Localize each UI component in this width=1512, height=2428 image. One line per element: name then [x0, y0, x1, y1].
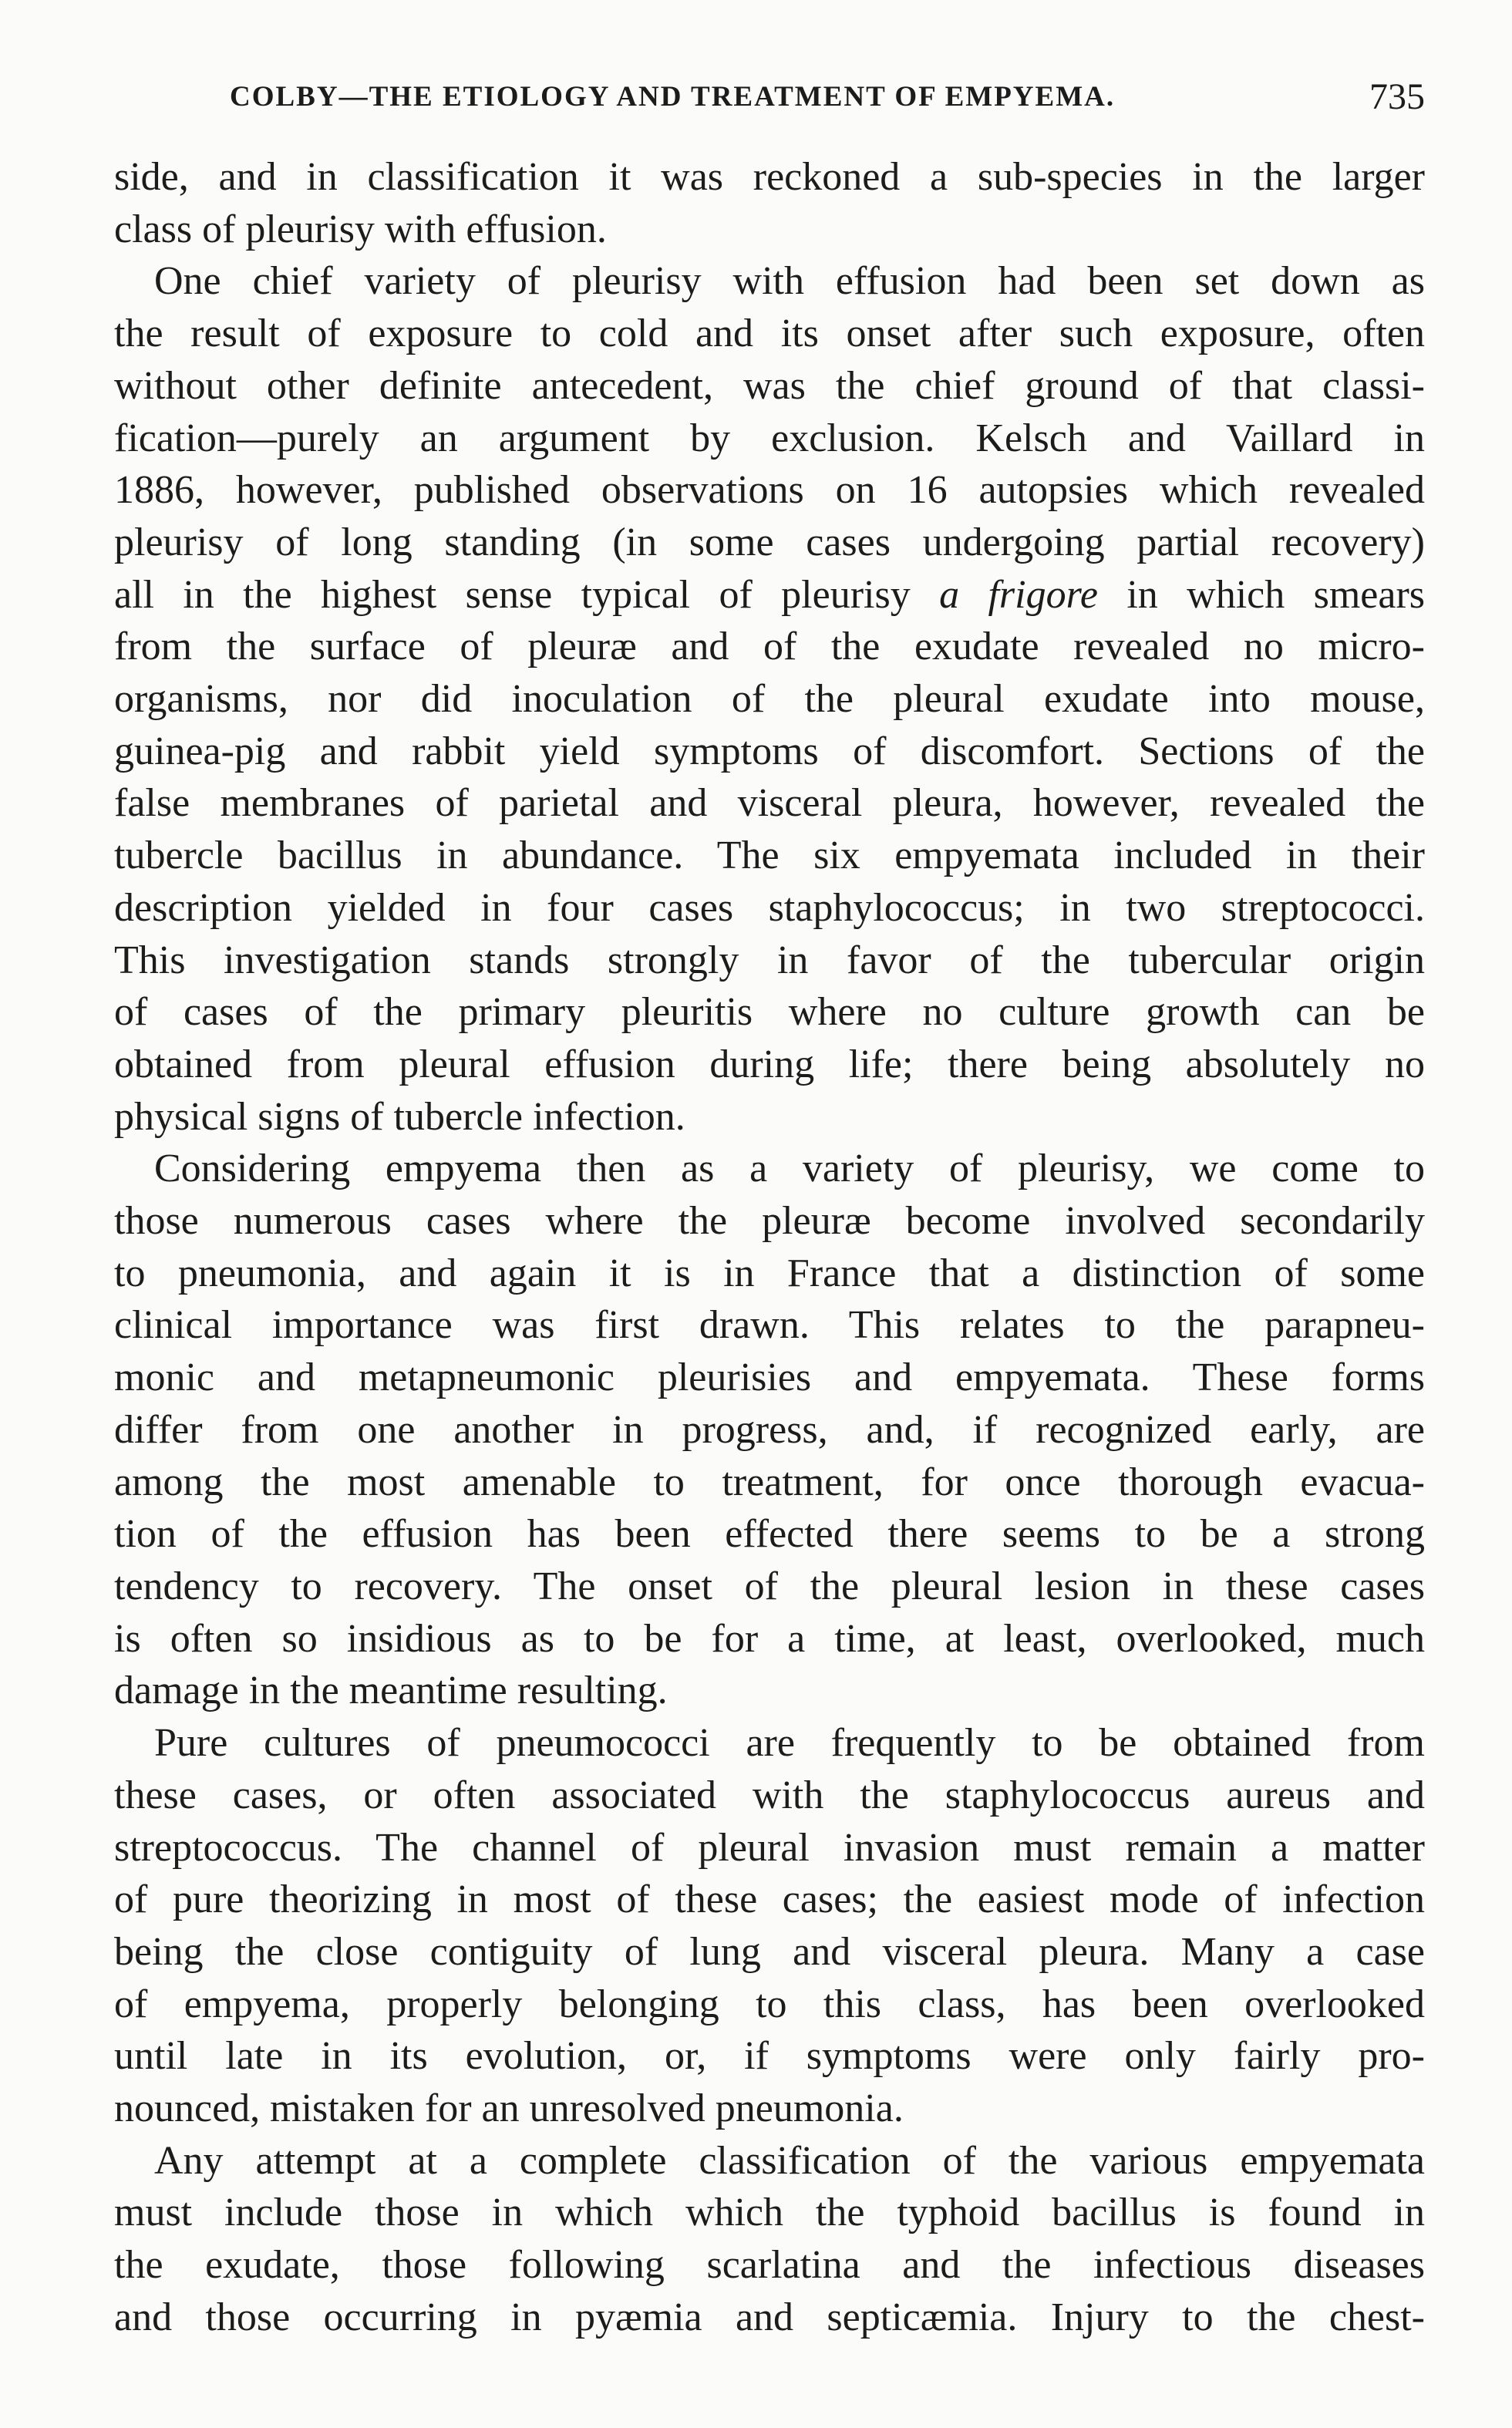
text-line: physical signs of tubercle infection. — [114, 1094, 685, 1139]
text-line: until late in its evolution, or, if symptoms were only fairly pro- — [114, 2034, 1425, 2079]
running-head — [114, 76, 1425, 125]
paragraph — [114, 151, 1425, 255]
text-line: to pneumonia, and again it is in France that a distinction of some — [114, 1251, 1425, 1295]
text-line: fication—purely an argument by exclusion. Kelsch and Vaillard in — [114, 416, 1425, 460]
text-line: tendency to recovery. The onset of the pleural lesion in these cases — [114, 1564, 1425, 1608]
text-line: without other definite antecedent, was the chief ground of that classi- — [114, 363, 1425, 408]
text-line: among the most amenable to treatment, for once thorough evacua- — [114, 1460, 1425, 1504]
paragraph — [114, 255, 1425, 1143]
paragraph — [114, 1143, 1425, 1717]
text-line: tubercle bacillus in abundance. The six empyemata included in their — [114, 833, 1425, 878]
text-line: and those occurring in pyæmia and septicæmia. Injury to the chest- — [114, 2295, 1425, 2339]
text-line: Considering empyema then as a variety of pleurisy, we come to — [154, 1147, 1425, 1191]
text-line: Pure cultures of pneumococci are frequently to be obtained from — [154, 1721, 1425, 1766]
text-line: false membranes of parietal and visceral pleura, however, revealed the — [114, 781, 1425, 826]
text-line: class of pleurisy with effusion. — [114, 207, 607, 251]
text-line: of pure theorizing in most of these cases; the easiest mode of infection — [114, 1877, 1425, 1922]
paragraph — [114, 2135, 1425, 2344]
text-line: clinical importance was first drawn. This relates to the parapneu- — [114, 1303, 1425, 1348]
text-segment: all in the highest sense typical of pleurisy — [114, 572, 911, 617]
text-line: One chief variety of pleurisy with effusion had been set down as — [154, 259, 1425, 304]
text-line: those numerous cases where the pleuræ become involved secondarily — [114, 1199, 1425, 1244]
text-line: of empyema, properly belonging to this class, has been overlooked — [114, 1982, 1425, 2026]
text-line: the result of exposure to cold and its onset after such exposure, often — [114, 311, 1425, 356]
text-line: 1886, however, published observations on 16 autopsies which revealed — [114, 468, 1425, 513]
text-line-with-italic — [114, 569, 1425, 621]
text-line: nounced, mistaken for an unresolved pneumonia. — [114, 2086, 904, 2131]
text-line: Any attempt at a complete classification of the various empyemata — [154, 2138, 1425, 2183]
running-title: COLBY—THE ETIOLOGY AND TREATMENT OF EMPYEMA. — [230, 81, 1116, 113]
text-line: obtained from pleural effusion during life; there being absolutely no — [114, 1042, 1425, 1086]
text-line: tion of the effusion has been effected there seems to be a strong — [114, 1512, 1425, 1557]
text-line: This investigation stands strongly in favor of the tubercular origin — [114, 938, 1425, 982]
text-line: must include those in which which the typhoid bacillus is found in — [114, 2191, 1425, 2235]
text-line: side, and in classification it was reckoned a sub-species in the larger — [114, 155, 1425, 199]
text-line: being the close contiguity of lung and visceral pleura. Many a case — [114, 1929, 1425, 1974]
text-line: differ from one another in progress, and, if recognized early, are — [114, 1407, 1425, 1452]
text-line: description yielded in four cases staphylococcus; in two streptococci. — [114, 885, 1425, 930]
text-line: damage in the meantime resulting. — [114, 1669, 668, 1713]
text-line: of cases of the primary pleuritis where no culture growth can be — [114, 990, 1425, 1035]
text-line: these cases, or often associated with the staphylococcus aureus and — [114, 1773, 1425, 1817]
text-line: organisms, nor did inoculation of the pleural exudate into mouse, — [114, 677, 1425, 722]
text-line: monic and metapneumonic pleurisies and empyemata. These forms — [114, 1355, 1425, 1400]
italic-phrase: a frigore — [939, 572, 1098, 617]
text-line: the exudate, those following scarlatina and the infectious diseases — [114, 2243, 1425, 2288]
text-line: from the surface of pleuræ and of the exudate revealed no micro- — [114, 625, 1425, 669]
body-text — [114, 151, 1425, 2344]
text-line: streptococcus. The channel of pleural invasion must remain a matter — [114, 1825, 1425, 1870]
page-number: 735 — [1369, 76, 1425, 117]
paragraph — [114, 1717, 1425, 2135]
text-line: pleurisy of long standing (in some cases undergoing partial recovery) — [114, 520, 1425, 564]
text-line: guinea-pig and rabbit yield symptoms of discomfort. Sections of the — [114, 729, 1425, 773]
text-segment: in which smears — [1126, 572, 1425, 617]
text-line: is often so insidious as to be for a time, at least, overlooked, much — [114, 1616, 1425, 1661]
